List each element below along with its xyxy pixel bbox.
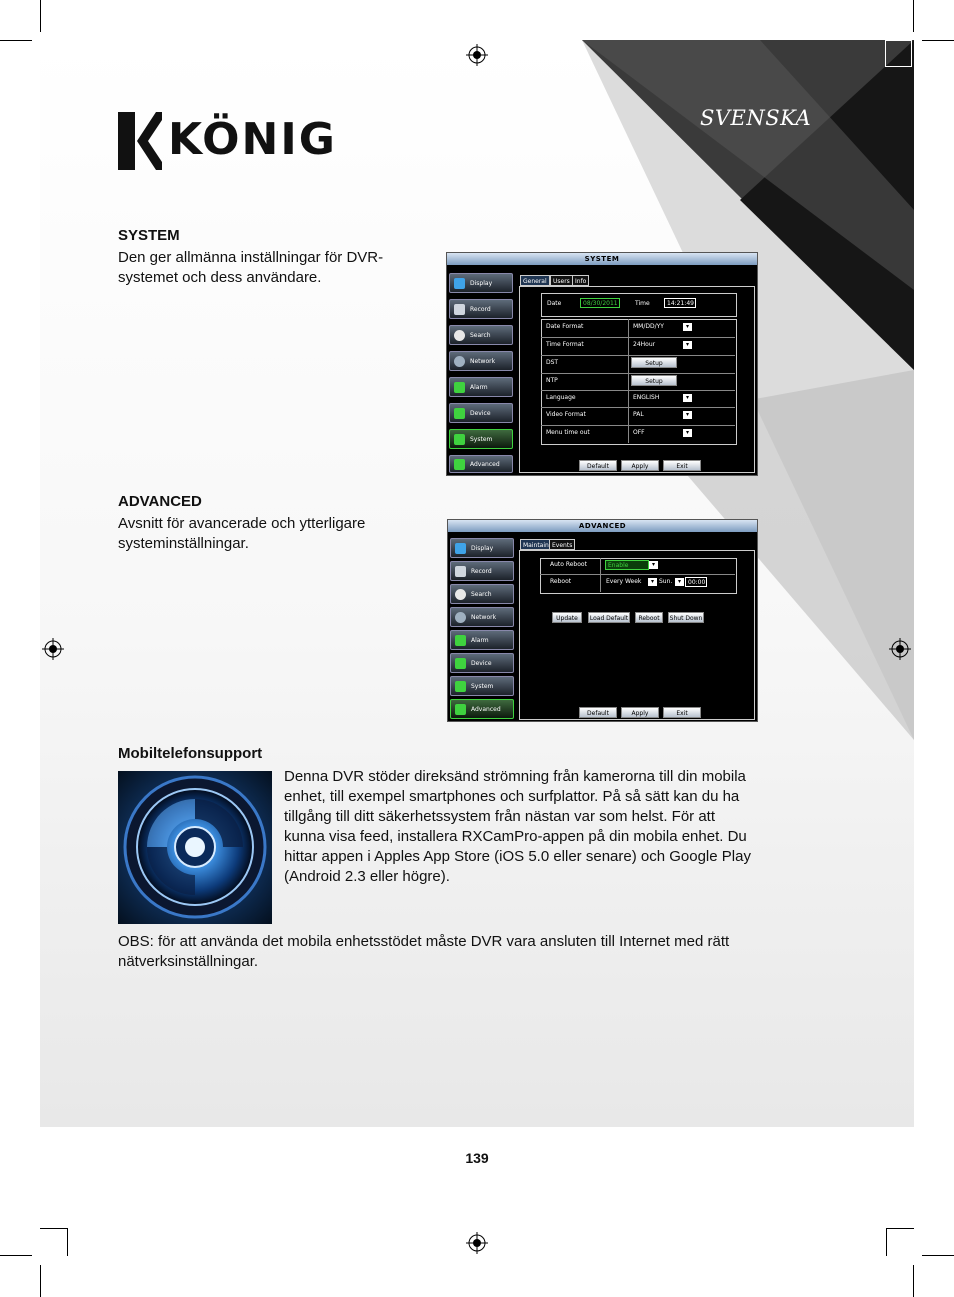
video-format-label: Video Format	[546, 411, 586, 418]
chevron-down-icon[interactable]: ▾	[683, 323, 692, 331]
crop-mark	[0, 1255, 32, 1256]
konig-k-mark-icon	[118, 112, 162, 170]
tab-events[interactable]: Events	[549, 539, 575, 550]
mobile-description: Denna DVR stöder direksänd strömning från kamerorna till din mobila enhet, till exempel smartphones och surfplattor. På så sätt kan du ha tillgång till ditt säkerhetssystem från nästan var som helst. För att kunna visa feed, installera RXCamPro-appen på din mobila enhet. Du hittar appen i Apples App Store (iOS 5.0 eller senare) och Google Play (Android 2.3 eller högre).	[284, 768, 751, 885]
auto-reboot-field[interactable]: Enable	[605, 560, 649, 570]
network-icon	[455, 612, 466, 623]
dst-label: DST	[546, 359, 559, 366]
auto-reboot-label: Auto Reboot	[550, 561, 587, 568]
row-divider	[541, 407, 735, 408]
sidebar-item-label: System	[470, 436, 493, 443]
chevron-down-icon[interactable]: ▾	[649, 561, 658, 569]
time-format-label: Time Format	[546, 341, 584, 348]
tab-info[interactable]: Info	[572, 275, 589, 286]
record-icon	[455, 566, 466, 577]
sidebar-item-record[interactable]	[450, 561, 514, 581]
sidebar-item-system[interactable]	[449, 429, 513, 449]
apply-button[interactable]: Apply	[621, 707, 659, 718]
crop-mark	[67, 1228, 68, 1256]
crop-mark	[913, 0, 914, 32]
sidebar-item-label: Search	[471, 591, 492, 598]
crop-mark	[922, 40, 954, 41]
date-format-value[interactable]: MM/DD/YY	[633, 323, 664, 330]
row-divider	[540, 574, 735, 575]
system-screenshot	[446, 252, 758, 476]
sidebar-item-label: Advanced	[471, 706, 501, 713]
network-icon	[454, 356, 465, 367]
page-number: 139	[465, 1150, 489, 1166]
crop-mark	[40, 1228, 68, 1229]
system-icon	[454, 434, 465, 445]
corner-square-mark	[885, 40, 912, 67]
system-description: Den ger allmänna inställningar för DVR-systemet och dess användare.	[118, 249, 384, 286]
chevron-down-icon[interactable]: ▾	[675, 578, 684, 586]
chevron-down-icon[interactable]: ▾	[648, 578, 657, 586]
default-button[interactable]: Default	[579, 707, 617, 718]
menu-timeout-label: Menu time out	[546, 429, 590, 436]
tools-icon	[454, 459, 465, 470]
sidebar-item-record[interactable]	[449, 299, 513, 319]
ntp-label: NTP	[546, 377, 558, 384]
record-icon	[454, 304, 465, 315]
date-field[interactable]: 08/30/2011	[580, 298, 620, 308]
load-default-button[interactable]: Load Default	[588, 612, 630, 623]
camera-lens-icon	[118, 771, 272, 924]
language-label: SVENSKA	[700, 106, 812, 130]
brand-name: KÖNIG	[168, 114, 337, 165]
konig-logo	[118, 112, 343, 172]
crop-mark	[913, 1265, 914, 1297]
column-divider	[600, 558, 601, 592]
sidebar-item-advanced[interactable]	[450, 699, 514, 719]
sidebar-item-display[interactable]	[449, 273, 513, 293]
time-field[interactable]: 14:21:49	[664, 298, 696, 308]
mobile-heading: Mobiltelefonsupport	[118, 745, 263, 762]
sidebar-item-label: Network	[470, 358, 496, 365]
sidebar-item-label: Display	[470, 280, 493, 287]
alarm-icon	[454, 382, 465, 393]
row-divider	[541, 425, 735, 426]
registration-mark-icon	[42, 638, 64, 660]
sidebar-item-network[interactable]	[449, 351, 513, 371]
sidebar-item-label: System	[471, 683, 494, 690]
reboot-period-value[interactable]: Every Week	[606, 578, 642, 585]
update-button[interactable]: Update	[552, 612, 582, 623]
language-value[interactable]: ENGLISH	[633, 394, 660, 401]
registration-mark-icon	[466, 1232, 488, 1254]
sidebar-item-label: Advanced	[470, 461, 500, 468]
shut-down-button[interactable]: Shut Down	[668, 612, 704, 623]
reboot-day-value[interactable]: Sun.	[659, 578, 673, 585]
chevron-down-icon[interactable]: ▾	[683, 394, 692, 402]
sidebar-item-label: Search	[470, 332, 491, 339]
alarm-icon	[455, 635, 466, 646]
ntp-setup-button[interactable]: Setup	[631, 375, 677, 386]
advanced-screenshot	[447, 519, 758, 722]
display-icon	[455, 543, 466, 554]
row-divider	[541, 337, 735, 338]
crop-mark	[886, 1228, 914, 1229]
sidebar-item-label: Display	[471, 545, 494, 552]
date-label: Date	[547, 300, 562, 307]
tools-icon	[455, 704, 466, 715]
sidebar-item-advanced[interactable]	[449, 455, 513, 473]
crop-mark	[0, 40, 32, 41]
sidebar-item-network[interactable]	[450, 607, 514, 627]
registration-mark-icon	[466, 44, 488, 66]
device-icon	[455, 658, 466, 669]
sidebar-item-label: Record	[471, 568, 492, 575]
crop-mark	[40, 0, 41, 32]
search-icon	[454, 330, 465, 341]
column-divider	[628, 319, 629, 443]
system-icon	[455, 681, 466, 692]
exit-button[interactable]: Exit	[663, 460, 701, 471]
chevron-down-icon[interactable]: ▾	[683, 341, 692, 349]
sidebar-item-label: Network	[471, 614, 497, 621]
exit-button[interactable]: Exit	[663, 707, 701, 718]
default-button[interactable]: Default	[579, 460, 617, 471]
sidebar-item-device[interactable]	[450, 653, 514, 673]
screen-title: SYSTEM	[447, 253, 757, 265]
crop-mark	[40, 1265, 41, 1297]
date-format-label: Date Format	[546, 323, 584, 330]
video-format-value[interactable]: PAL	[633, 411, 644, 418]
sidebar-item-search[interactable]	[450, 584, 514, 604]
row-divider	[541, 373, 735, 374]
advanced-heading: ADVANCED	[118, 493, 202, 510]
sidebar-item-device[interactable]	[449, 403, 513, 423]
tab-general[interactable]: General	[520, 275, 550, 286]
reboot-label: Reboot	[550, 578, 572, 585]
mobile-note: OBS: för att använda det mobila enhetsstödet måste DVR vara ansluten till Internet med rätt nätverksinställningar.	[118, 933, 730, 970]
sidebar-item-display[interactable]	[450, 538, 514, 558]
language-label: Language	[546, 394, 576, 401]
crop-mark	[922, 1255, 954, 1256]
sidebar-item-label: Device	[470, 410, 491, 417]
screen-title: ADVANCED	[448, 520, 757, 532]
time-format-value[interactable]: 24Hour	[633, 341, 656, 348]
chevron-down-icon[interactable]: ▾	[683, 411, 692, 419]
system-heading: SYSTEM	[118, 227, 180, 244]
sidebar-item-label: Record	[470, 306, 491, 313]
apply-button[interactable]: Apply	[621, 460, 659, 471]
row-divider	[541, 355, 735, 356]
dst-setup-button[interactable]: Setup	[631, 357, 677, 368]
sidebar-item-system[interactable]	[450, 676, 514, 696]
app-icon-tile	[118, 771, 272, 924]
sidebar-item-alarm[interactable]	[450, 630, 514, 650]
reboot-time-field[interactable]: 00:00	[685, 577, 707, 587]
sidebar-item-label: Alarm	[471, 637, 489, 644]
sidebar-item-label: Alarm	[470, 384, 488, 391]
sidebar-item-alarm[interactable]	[449, 377, 513, 397]
registration-mark-icon	[889, 638, 911, 660]
advanced-description: Avsnitt för avancerade och ytterligare systeminställningar.	[118, 515, 366, 552]
crop-mark	[886, 1228, 887, 1256]
search-icon	[455, 589, 466, 600]
sidebar-item-label: Device	[471, 660, 492, 667]
tab-maintain[interactable]: Maintain	[520, 539, 552, 550]
reboot-button[interactable]: Reboot	[635, 612, 663, 623]
menu-timeout-value[interactable]: OFF	[633, 429, 645, 436]
time-label: Time	[635, 300, 650, 307]
sidebar-item-search[interactable]	[449, 325, 513, 345]
display-icon	[454, 278, 465, 289]
tab-users[interactable]: Users	[550, 275, 573, 286]
row-divider	[541, 390, 735, 391]
device-icon	[454, 408, 465, 419]
chevron-down-icon[interactable]: ▾	[683, 429, 692, 437]
